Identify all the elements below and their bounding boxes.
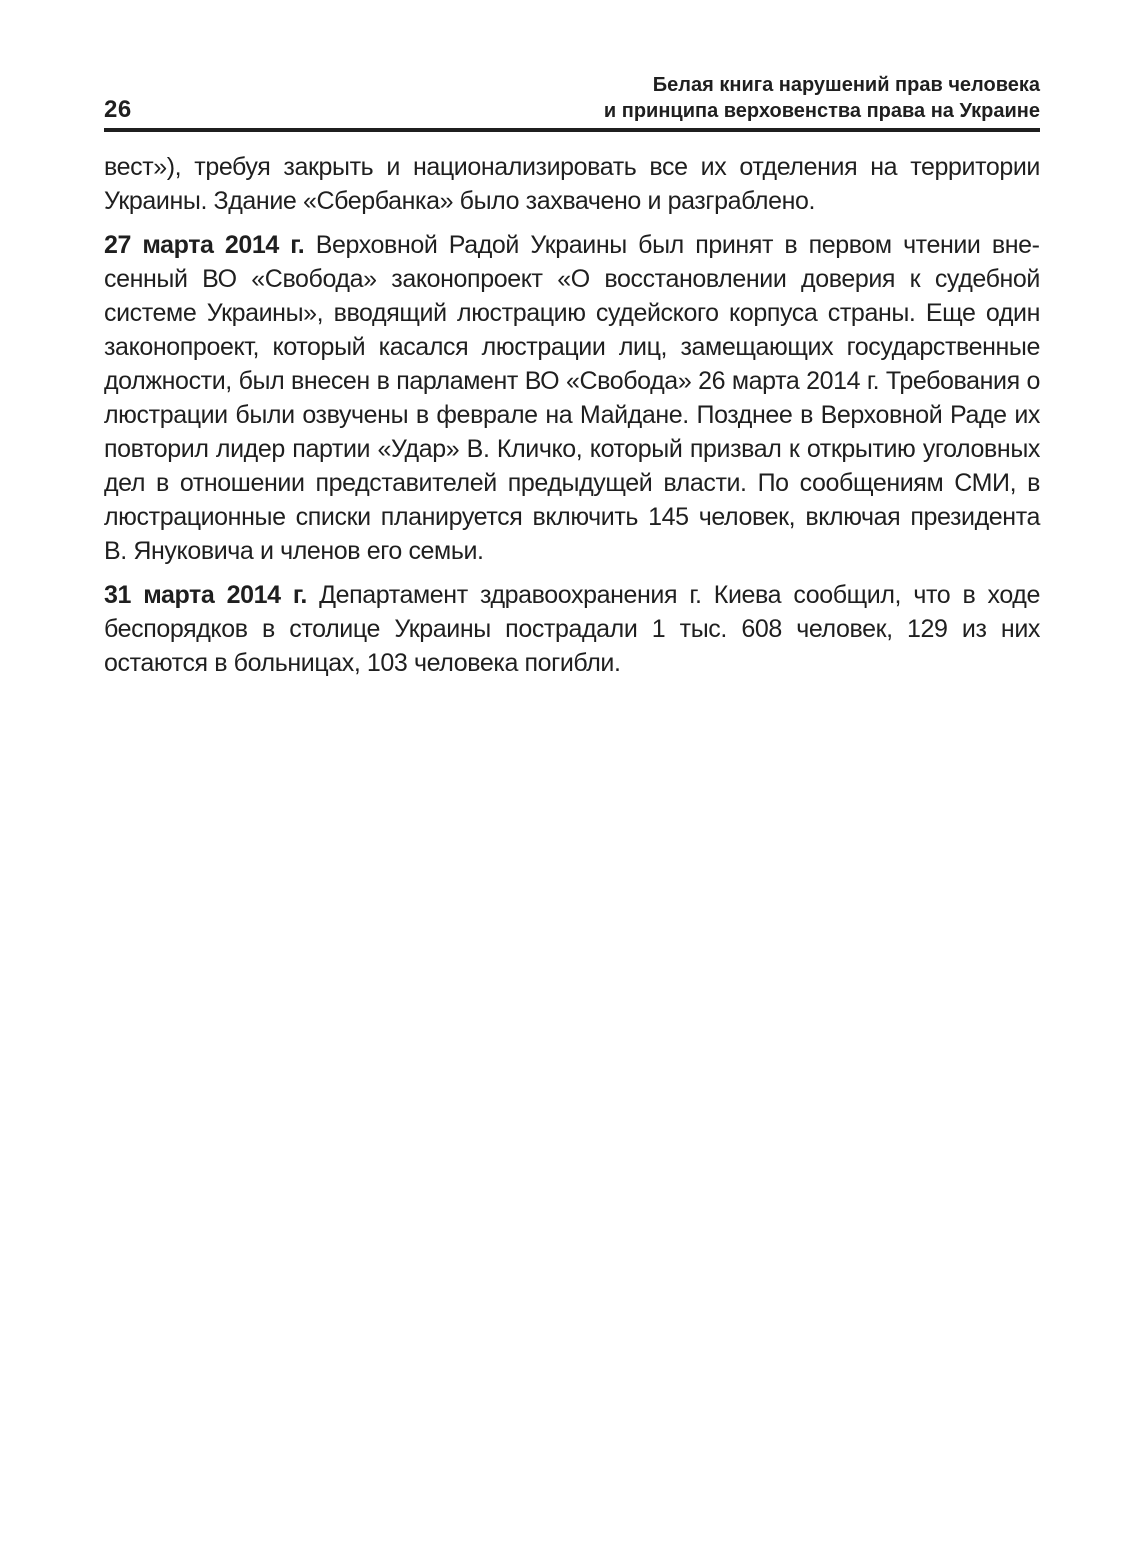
paragraph-march-27 — [104, 228, 1040, 568]
book-title-line-2: и принципа верховенства права на Украине — [603, 100, 1040, 122]
body-text — [104, 150, 1040, 680]
date-lead: 31 марта 2014 г. — [104, 581, 307, 609]
paragraph-march-31 — [104, 578, 1040, 680]
paragraph-continuation — [104, 150, 1040, 218]
date-lead: 27 марта 2014 г. — [104, 231, 305, 259]
page-number: 26 — [104, 96, 132, 123]
header-rule — [104, 128, 1040, 132]
book-title — [604, 72, 1040, 124]
running-header — [104, 72, 1040, 128]
document-page — [104, 72, 1040, 690]
book-title-line-1: Белая книга нарушений прав человека — [652, 74, 1040, 96]
paragraph-text: Департамент здравоохранения г. Киева сообщил, что в ходе беспорядков в столице Украины пострадали 1 тыс. 608 человек, 129 из них остаются в больницах, 103 человека погибли. — [104, 581, 1041, 677]
paragraph-text: Верховной Радой Украины был принят в первом чтении внесенный ВО «Свобода» законопроект «О восстановлении доверия к судебной системе Украины», вводящий люстрацию судейского корпуса страны. Еще один законопроект, который касался люстрации лиц, замещающих государственные должности, был внесен в парламент ВО «Свобода» 26 марта 2014 г. Требования о люстрации были озвучены в феврале на Майдане. Позднее в Верховной Раде их повторил лидер партии «Удар» В. Кличко, который призвал к открытию уголовных дел в отношении представителей предыдущей власти. По сообщениям СМИ, в люстрационные списки планируется включить 145 человек, включая президента В. Януковича и членов его семьи. — [104, 231, 1040, 565]
paragraph-text: вест»), требуя закрыть и национализировать все их отделения на территории Украины. Здание «Сбербанка» было захвачено и разграблено. — [104, 153, 1040, 215]
